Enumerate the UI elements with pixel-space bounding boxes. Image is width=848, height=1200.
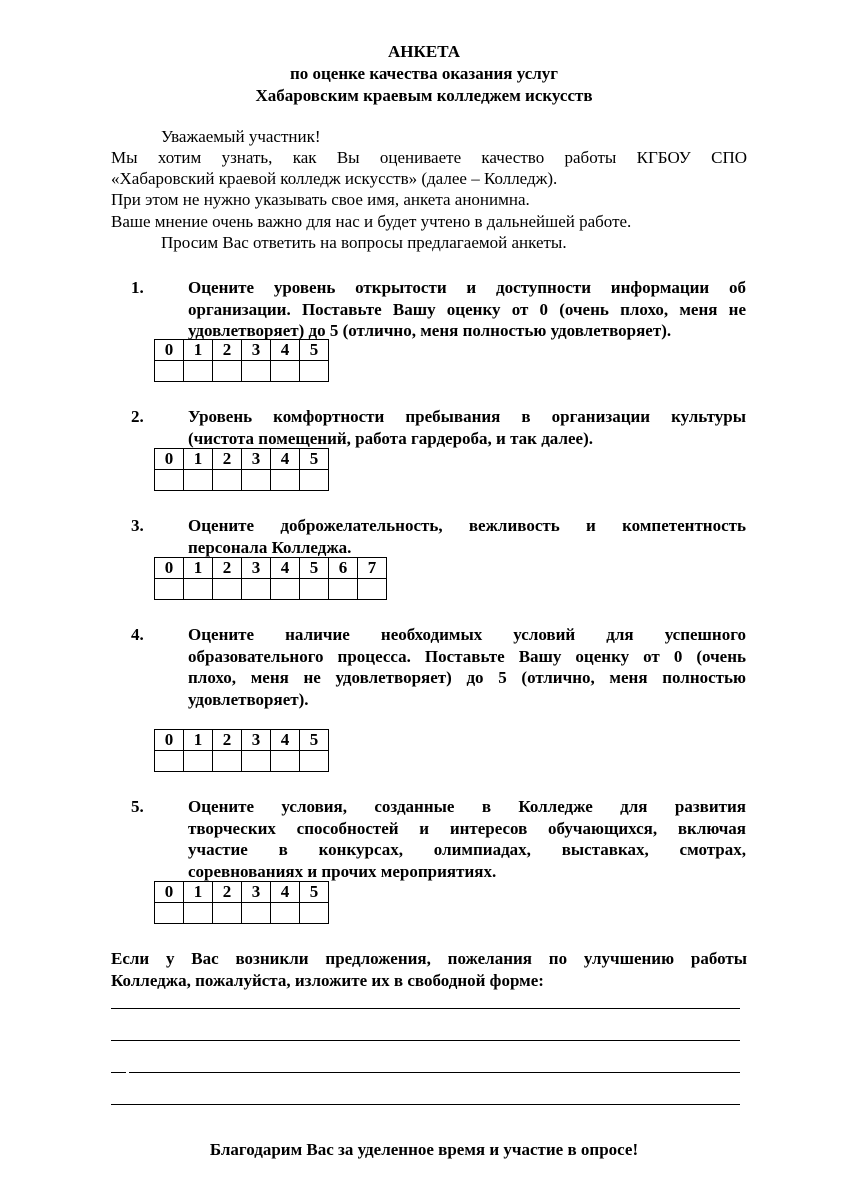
rating-answer-cell[interactable] [213, 751, 242, 772]
rating-label: 0 [155, 449, 184, 470]
greeting: Уважаемый участник! [161, 127, 321, 146]
question-4-line: Оцените наличие необходимых условий для успешного [188, 625, 746, 644]
question-2-line: (чистота помещений, работа гардероба, и так далее). [188, 428, 593, 448]
rating-label: 1 [184, 882, 213, 903]
rating-answer-cell[interactable] [213, 903, 242, 924]
rating-label: 3 [242, 340, 271, 361]
question-2-rating-grid [154, 448, 329, 491]
rating-answer-cell[interactable] [155, 751, 184, 772]
rating-answer-cell[interactable] [213, 361, 242, 382]
question-5-number: 5. [131, 797, 144, 816]
intro-line-1: Мы хотим узнать, как Вы оцениваете качество работы КГБОУ СПО [111, 148, 747, 167]
rating-label: 1 [184, 558, 213, 579]
rating-label: 5 [300, 558, 329, 579]
question-5-line: творческих способностей и интересов обучающихся, включая [188, 818, 746, 838]
rating-answer-cell[interactable] [300, 751, 329, 772]
rating-label: 1 [184, 340, 213, 361]
rating-answer-cell[interactable] [271, 579, 300, 600]
rating-label: 2 [213, 558, 242, 579]
question-4-line: удовлетворяет). [188, 689, 309, 709]
rating-label: 3 [242, 558, 271, 579]
rating-answer-cell[interactable] [242, 470, 271, 491]
rating-answer-cell[interactable] [271, 903, 300, 924]
intro-line-4: Ваше мнение очень важно для нас и будет учтено в дальнейшей работе. [111, 212, 632, 231]
suggestions-prompt-1: Если у Вас возникли предложения, пожелания по улучшению работы [111, 949, 747, 968]
question-4-line: плохо, меня не удовлетворяет) до 5 (отлично, меня полностью [188, 668, 746, 687]
rating-answer-cell[interactable] [184, 903, 213, 924]
rating-label: 5 [300, 449, 329, 470]
question-3-line: персонала Колледжа. [188, 537, 352, 557]
rating-answer-cell[interactable] [155, 470, 184, 491]
question-1-rating-grid [154, 339, 329, 382]
question-3-rating-grid [154, 557, 387, 600]
rating-label: 7 [358, 558, 387, 579]
question-5-line: Оцените условия, созданные в Колледже для развития [188, 797, 746, 816]
question-4-text [188, 624, 746, 710]
rating-answer-cell[interactable] [155, 903, 184, 924]
question-5-line: соревнованиях и прочих мероприятиях. [188, 861, 497, 881]
question-2-text [188, 406, 746, 449]
rating-answer-cell[interactable] [242, 751, 271, 772]
question-4-rating-grid [154, 729, 329, 772]
rating-answer-cell[interactable] [300, 470, 329, 491]
rating-answer-cell[interactable] [213, 579, 242, 600]
answer-line-1[interactable] [111, 1008, 740, 1009]
rating-answer-cell[interactable] [155, 579, 184, 600]
rating-label: 4 [271, 730, 300, 751]
rating-label: 3 [242, 882, 271, 903]
intro-line-2: «Хабаровский краевой колледж искусств» (далее – Колледж). [111, 169, 558, 188]
rating-label: 2 [213, 340, 242, 361]
question-5-text [188, 796, 746, 882]
rating-label: 2 [213, 730, 242, 751]
question-3-text [188, 515, 746, 558]
question-3-number: 3. [131, 516, 144, 535]
rating-answer-cell[interactable] [300, 361, 329, 382]
rating-label: 3 [242, 449, 271, 470]
question-5-line: участие в конкурсах, олимпиадах, выставках, смотрах, [188, 840, 746, 859]
rating-label: 0 [155, 558, 184, 579]
question-1-number: 1. [131, 278, 144, 297]
rating-answer-cell[interactable] [300, 903, 329, 924]
answer-line-2[interactable] [111, 1040, 740, 1041]
intro-line-5: Просим Вас ответить на вопросы предлагаемой анкеты. [161, 233, 567, 252]
question-3-line: Оцените доброжелательность, вежливость и компетентность [188, 516, 746, 535]
rating-label: 1 [184, 449, 213, 470]
rating-label: 4 [271, 449, 300, 470]
answer-line-3[interactable] [129, 1072, 740, 1073]
rating-label: 4 [271, 340, 300, 361]
question-2-number: 2. [131, 407, 144, 426]
intro-line-3: При этом не нужно указывать свое имя, анкета анонимна. [111, 190, 530, 209]
rating-label: 5 [300, 730, 329, 751]
form-subtitle-1: по оценке качества оказания услуг [289, 64, 559, 83]
rating-label: 4 [271, 558, 300, 579]
rating-answer-cell[interactable] [300, 579, 329, 600]
form-title: АНКЕТА [388, 42, 460, 61]
rating-answer-cell[interactable] [184, 751, 213, 772]
question-1-line: удовлетворяет) до 5 (отлично, меня полностью удовлетворяет). [188, 321, 672, 340]
question-5-rating-grid [154, 881, 329, 924]
rating-label: 2 [213, 449, 242, 470]
rating-answer-cell[interactable] [242, 361, 271, 382]
thanks-message: Благодарим Вас за уделенное время и участие в опросе! [209, 1140, 639, 1159]
question-2-line: Уровень комфортности пребывания в организации культуры [188, 407, 746, 426]
rating-label: 5 [300, 882, 329, 903]
question-1-line: организации. Поставьте Вашу оценку от 0 (очень плохо, меня не [188, 299, 746, 319]
rating-label: 1 [184, 730, 213, 751]
rating-answer-cell[interactable] [329, 579, 358, 600]
rating-label: 2 [213, 882, 242, 903]
rating-answer-cell[interactable] [184, 470, 213, 491]
rating-label: 6 [329, 558, 358, 579]
rating-answer-cell[interactable] [213, 470, 242, 491]
rating-answer-cell[interactable] [242, 903, 271, 924]
question-4-line: образовательного процесса. Поставьте Вашу оценку от 0 (очень [188, 646, 746, 666]
question-4-number: 4. [131, 625, 144, 644]
question-1-line: Оцените уровень открытости и доступности информации об [188, 278, 746, 297]
rating-answer-cell[interactable] [184, 361, 213, 382]
rating-answer-cell[interactable] [155, 361, 184, 382]
rating-answer-cell[interactable] [271, 361, 300, 382]
rating-answer-cell[interactable] [184, 579, 213, 600]
rating-label: 0 [155, 340, 184, 361]
rating-answer-cell[interactable] [358, 579, 387, 600]
rating-answer-cell[interactable] [242, 579, 271, 600]
answer-line-3-segment [111, 1072, 126, 1073]
rating-label: 0 [155, 882, 184, 903]
form-subtitle-2: Хабаровским краевым колледжем искусств [255, 86, 593, 105]
rating-label: 4 [271, 882, 300, 903]
rating-label: 3 [242, 730, 271, 751]
question-1-text [188, 277, 746, 342]
suggestions-prompt-2: Колледжа, пожалуйста, изложите их в свободной форме: [111, 971, 544, 990]
rating-answer-cell[interactable] [271, 751, 300, 772]
answer-line-4[interactable] [111, 1104, 740, 1105]
rating-label: 0 [155, 730, 184, 751]
rating-answer-cell[interactable] [271, 470, 300, 491]
rating-label: 5 [300, 340, 329, 361]
